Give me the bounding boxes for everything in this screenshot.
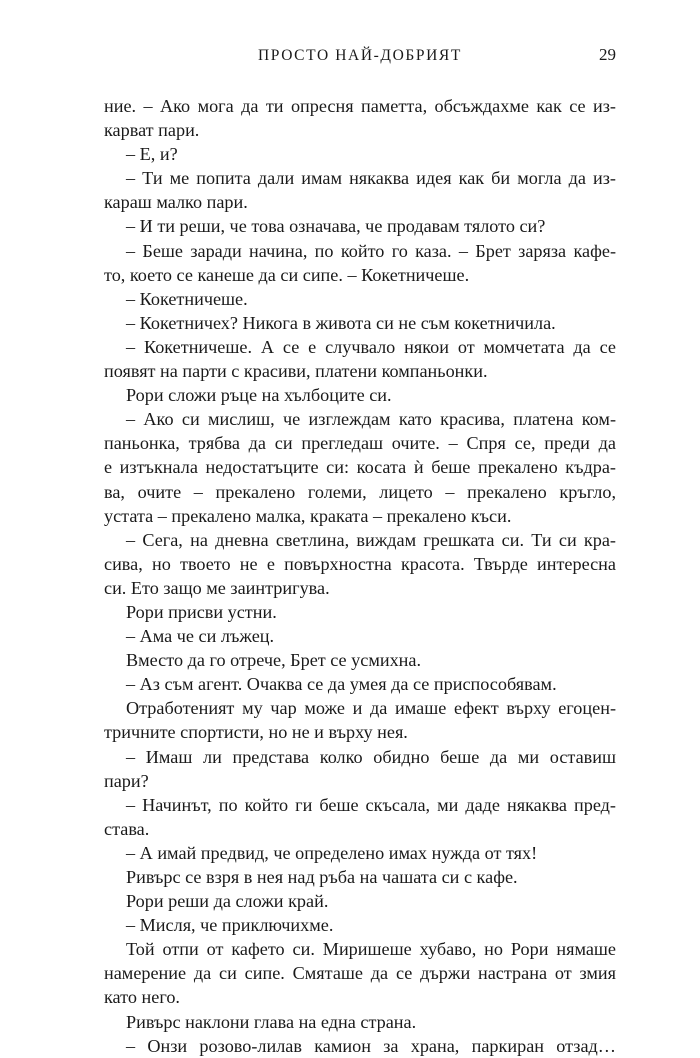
text-line: – Кокетничеше. А се е случвало някои от момчетата да се [126, 336, 616, 357]
text-line: като него. [104, 987, 180, 1008]
text-line: ва, очите – прекалено големи, лицето – прекалено кръгло, [104, 481, 616, 502]
text-line: Рори сложи ръце на хълбоците си. [126, 385, 392, 406]
text-line: – Кокетничех? Никога в живота си не съм кокетничила. [126, 312, 556, 333]
text-line: – Сега, на дневна светлина, виждам грешката си. Ти си кра- [126, 529, 616, 550]
page-number: 29 [599, 45, 616, 64]
text-line: – Мисля, че приключихме. [126, 915, 334, 936]
text-line: Вместо да го отрече, Брет се усмихна. [126, 650, 422, 671]
text-line: тричните спортисти, но не и върху нея. [104, 722, 408, 743]
text-line: ние. – Ако мога да ти опресня паметта, обсъждахме как се из- [104, 96, 616, 116]
text-line: Рори реши да сложи край. [126, 891, 329, 912]
text-line: – А имай предвид, че определено имах нужда от тях! [126, 842, 538, 863]
text-line: то, което се канеше да си сипе. – Кокетничеше. [104, 264, 470, 285]
text-line: намерение да си сипе. Смяташе да се държи настрана от змия [104, 963, 616, 984]
text-line: – Онзи розово-лилав камион за храна, паркиран отзад… [126, 1035, 616, 1056]
text-line: пари? [104, 770, 149, 791]
text-line: Ривърс се взря в нея над ръба на чашата си с кафе. [126, 867, 518, 887]
text-line: карват пари. [104, 120, 200, 141]
text-line: – Ти ме попита дали имам някаква идея как би могла да из- [126, 168, 616, 189]
running-head-title: ПРОСТО НАЙ-ДОБРИЯТ [258, 47, 462, 64]
text-line: появят на парти с красиви, платени компаньонки. [104, 361, 488, 382]
text-line: – Ако си мислиш, че изглеждам като красива, платена ком- [126, 409, 616, 430]
text-line: си. Ето защо ме заинтригува. [104, 577, 330, 598]
text-line: – Имаш ли представа колко обидно беше да ми оставиш [126, 746, 616, 767]
text-line: Рори присви устни. [126, 601, 277, 622]
text-line: Ривърс наклони глава на една страна. [126, 1011, 417, 1032]
text-line: – Кокетничеше. [126, 288, 248, 309]
body-text [104, 94, 616, 1058]
text-line: е изтъкнала недостатъците си: косата ѝ беше прекалено къдра- [104, 457, 616, 478]
text-line: сива, но твоето не е повърхностна красота. Твърде интересна [104, 553, 616, 574]
text-line: – Ама че си лъжец. [126, 626, 275, 647]
text-line: – И ти реши, че това означава, че продавам тялото си? [126, 216, 546, 237]
text-line: – Е, и? [126, 144, 178, 165]
text-line: Отработеният му чар може и да имаше ефект върху егоцен- [126, 698, 616, 719]
text-line: караш малко пари. [104, 192, 248, 213]
text-line: – Беше заради начина, по който го каза. – Брет заряза кафе- [126, 240, 616, 261]
text-line: устата – прекалено малка, краката – прекалено къси. [104, 505, 512, 526]
text-line: става. [104, 818, 150, 839]
text-line: паньонка, трябва да си прегледаш очите. – Спря се, преди да [104, 433, 616, 454]
text-line: – Начинът, по който ги беше скъсала, ми даде някаква пред- [126, 794, 616, 815]
text-line: – Аз съм агент. Очаква се да умея да се приспособявам. [126, 674, 557, 695]
text-line: Той отпи от кафето си. Миришеше хубаво, но Рори нямаше [126, 939, 616, 960]
